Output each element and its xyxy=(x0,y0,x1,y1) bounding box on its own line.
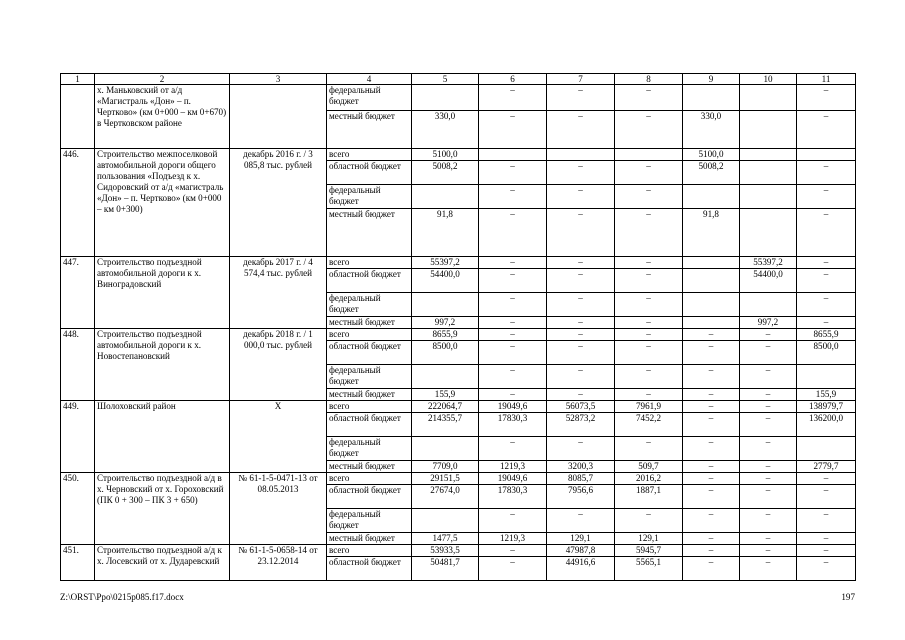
amount-cell xyxy=(740,149,797,161)
amount-cell: – xyxy=(683,389,740,401)
amount-cell: – xyxy=(479,111,547,149)
amount-cell: – xyxy=(683,473,740,485)
item-name: Строительство подъездной а/д в х. Черновский от х. Гороховский (ПК 0 + 300 – ПК 3 + 650) xyxy=(95,473,230,545)
amount-cell: – xyxy=(615,161,683,185)
amount-cell xyxy=(683,185,740,209)
funding-source: всего xyxy=(327,401,412,413)
amount-cell: 129,1 xyxy=(615,533,683,545)
amount-cell: – xyxy=(797,269,856,293)
amount-cell: – xyxy=(740,461,797,473)
amount-cell: – xyxy=(740,557,797,581)
amount-cell: 3200,3 xyxy=(547,461,615,473)
amount-cell: – xyxy=(479,209,547,257)
amount-cell: – xyxy=(547,185,615,209)
amount-cell: 1887,1 xyxy=(615,485,683,509)
amount-cell xyxy=(797,365,856,389)
amount-cell xyxy=(740,85,797,111)
amount-cell xyxy=(740,185,797,209)
amount-cell xyxy=(740,111,797,149)
amount-cell xyxy=(412,293,479,317)
amount-cell: – xyxy=(615,111,683,149)
amount-cell: – xyxy=(683,557,740,581)
amount-cell: – xyxy=(547,293,615,317)
amount-cell: – xyxy=(547,269,615,293)
amount-cell xyxy=(683,257,740,269)
amount-cell: – xyxy=(797,485,856,509)
amount-cell: – xyxy=(615,85,683,111)
amount-cell: – xyxy=(615,257,683,269)
amount-cell xyxy=(740,293,797,317)
amount-cell: 8655,9 xyxy=(797,329,856,341)
amount-cell: 129,1 xyxy=(547,533,615,545)
item-name: х. Маньковский от а/д «Магистраль «Дон» – п. Чертково» (км 0+000 – км 0+670) в Чертковском районе xyxy=(95,85,230,149)
amount-cell: – xyxy=(797,85,856,111)
amount-cell: – xyxy=(797,257,856,269)
funding-source: федеральный бюджет xyxy=(327,185,412,209)
amount-cell: – xyxy=(797,545,856,557)
amount-cell: – xyxy=(683,329,740,341)
amount-cell: 330,0 xyxy=(683,111,740,149)
funding-source: областной бюджет xyxy=(327,557,412,581)
footer-page-number: 197 xyxy=(841,592,855,602)
funding-source: областной бюджет xyxy=(327,341,412,365)
amount-cell: – xyxy=(547,85,615,111)
amount-cell: 91,8 xyxy=(683,209,740,257)
amount-cell: – xyxy=(797,185,856,209)
amount-cell: 55397,2 xyxy=(412,257,479,269)
amount-cell: – xyxy=(479,329,547,341)
amount-cell: – xyxy=(683,437,740,461)
amount-cell: 47987,8 xyxy=(547,545,615,557)
amount-cell xyxy=(412,185,479,209)
amount-cell: – xyxy=(615,293,683,317)
amount-cell: – xyxy=(797,509,856,533)
amount-cell: 27674,0 xyxy=(412,485,479,509)
item-deadline: декабрь 2017 г. / 4 574,4 тыс. рублей xyxy=(230,257,327,329)
amount-cell: – xyxy=(479,545,547,557)
amount-cell: – xyxy=(479,389,547,401)
table-row xyxy=(61,257,856,269)
amount-cell: 7709,0 xyxy=(412,461,479,473)
table-row xyxy=(61,401,856,413)
amount-cell: – xyxy=(797,293,856,317)
amount-cell xyxy=(412,437,479,461)
amount-cell: 8085,7 xyxy=(547,473,615,485)
amount-cell: – xyxy=(479,293,547,317)
table-row xyxy=(61,149,856,161)
amount-cell: – xyxy=(479,557,547,581)
amount-cell: – xyxy=(683,413,740,437)
amount-cell: – xyxy=(740,413,797,437)
funding-source: федеральный бюджет xyxy=(327,85,412,111)
column-number: 6 xyxy=(479,74,547,85)
amount-cell: 17830,3 xyxy=(479,485,547,509)
amount-cell xyxy=(740,209,797,257)
amount-cell: 5565,1 xyxy=(615,557,683,581)
amount-cell: – xyxy=(479,161,547,185)
amount-cell: 54400,0 xyxy=(740,269,797,293)
amount-cell: – xyxy=(797,533,856,545)
item-deadline: Х xyxy=(230,401,327,473)
amount-cell xyxy=(797,437,856,461)
item-number: 448. xyxy=(61,329,95,401)
amount-cell: – xyxy=(797,209,856,257)
item-number: 451. xyxy=(61,545,95,581)
amount-cell: – xyxy=(615,329,683,341)
item-name: Шолоховский район xyxy=(95,401,230,473)
amount-cell: – xyxy=(797,557,856,581)
funding-source: областной бюджет xyxy=(327,161,412,185)
amount-cell: – xyxy=(740,389,797,401)
funding-source: областной бюджет xyxy=(327,413,412,437)
amount-cell: – xyxy=(547,341,615,365)
amount-cell: – xyxy=(740,329,797,341)
amount-cell: 8500,0 xyxy=(797,341,856,365)
amount-cell xyxy=(683,269,740,293)
amount-cell: 155,9 xyxy=(797,389,856,401)
amount-cell: – xyxy=(740,365,797,389)
amount-cell: 7956,6 xyxy=(547,485,615,509)
column-number: 9 xyxy=(683,74,740,85)
amount-cell: – xyxy=(615,509,683,533)
funding-source: федеральный бюджет xyxy=(327,437,412,461)
amount-cell: – xyxy=(740,545,797,557)
amount-cell: – xyxy=(683,485,740,509)
amount-cell: 53933,5 xyxy=(412,545,479,557)
amount-cell: – xyxy=(547,437,615,461)
amount-cell: 1219,3 xyxy=(479,461,547,473)
item-name: Строительство межпоселковой автомобильной дороги общего пользования «Подъезд к х. Сидоровский от а/д «магистраль «Дон» – п. Чертково» (км 0+000 – км 0+300) xyxy=(95,149,230,257)
amount-cell xyxy=(615,149,683,161)
amount-cell: – xyxy=(740,509,797,533)
item-number: 450. xyxy=(61,473,95,545)
item-deadline xyxy=(230,85,327,149)
amount-cell: 52873,2 xyxy=(547,413,615,437)
amount-cell: 1219,3 xyxy=(479,533,547,545)
funding-source: местный бюджет xyxy=(327,461,412,473)
amount-cell: – xyxy=(547,161,615,185)
table-row xyxy=(61,329,856,341)
funding-source: федеральный бюджет xyxy=(327,365,412,389)
amount-cell: 5100,0 xyxy=(683,149,740,161)
amount-cell: – xyxy=(479,269,547,293)
amount-cell: – xyxy=(683,545,740,557)
amount-cell: 7452,2 xyxy=(615,413,683,437)
amount-cell: 2016,2 xyxy=(615,473,683,485)
funding-source: всего xyxy=(327,545,412,557)
funding-source: всего xyxy=(327,149,412,161)
amount-cell: – xyxy=(797,473,856,485)
funding-source: федеральный бюджет xyxy=(327,293,412,317)
amount-cell xyxy=(683,293,740,317)
funding-source: всего xyxy=(327,257,412,269)
item-name: Строительство подъездной автомобильной дороги к х. Новостепановский xyxy=(95,329,230,401)
amount-cell: 997,2 xyxy=(740,317,797,329)
column-number: 3 xyxy=(230,74,327,85)
amount-cell: – xyxy=(547,111,615,149)
column-number: 10 xyxy=(740,74,797,85)
amount-cell: 997,2 xyxy=(412,317,479,329)
amount-cell: 5100,0 xyxy=(412,149,479,161)
amount-cell: 5945,7 xyxy=(615,545,683,557)
budget-table xyxy=(60,73,856,581)
amount-cell: 136200,0 xyxy=(797,413,856,437)
column-number: 2 xyxy=(95,74,230,85)
item-deadline: № 61-1-5-0658-14 от 23.12.2014 xyxy=(230,545,327,581)
amount-cell: – xyxy=(479,257,547,269)
amount-cell: 55397,2 xyxy=(740,257,797,269)
amount-cell: – xyxy=(615,365,683,389)
amount-cell: – xyxy=(683,401,740,413)
column-number: 7 xyxy=(547,74,615,85)
amount-cell: – xyxy=(547,365,615,389)
amount-cell: 5008,2 xyxy=(683,161,740,185)
item-deadline: № 61-1-5-0471-13 от 08.05.2013 xyxy=(230,473,327,545)
amount-cell: – xyxy=(683,341,740,365)
amount-cell: 155,9 xyxy=(412,389,479,401)
amount-cell: – xyxy=(615,185,683,209)
amount-cell: 29151,5 xyxy=(412,473,479,485)
item-name: Строительство подъездной а/д к х. Лосевский от х. Дударевский xyxy=(95,545,230,581)
amount-cell: – xyxy=(615,341,683,365)
amount-cell: – xyxy=(547,509,615,533)
column-number-row xyxy=(61,74,856,85)
item-name: Строительство подъездной автомобильной дороги к х. Виноградовский xyxy=(95,257,230,329)
funding-source: областной бюджет xyxy=(327,269,412,293)
amount-cell: 17830,3 xyxy=(479,413,547,437)
amount-cell xyxy=(683,317,740,329)
amount-cell xyxy=(412,509,479,533)
amount-cell: 19049,6 xyxy=(479,473,547,485)
amount-cell: – xyxy=(479,341,547,365)
amount-cell: 330,0 xyxy=(412,111,479,149)
table-row xyxy=(61,85,856,111)
amount-cell: – xyxy=(615,389,683,401)
amount-cell: 50481,7 xyxy=(412,557,479,581)
amount-cell: – xyxy=(740,401,797,413)
item-deadline: декабрь 2018 г. / 1 000,0 тыс. рублей xyxy=(230,329,327,401)
amount-cell: – xyxy=(797,111,856,149)
amount-cell xyxy=(797,149,856,161)
amount-cell: 91,8 xyxy=(412,209,479,257)
amount-cell xyxy=(547,149,615,161)
item-number: 446. xyxy=(61,149,95,257)
funding-source: местный бюджет xyxy=(327,209,412,257)
amount-cell: 1477,5 xyxy=(412,533,479,545)
funding-source: федеральный бюджет xyxy=(327,509,412,533)
amount-cell: – xyxy=(740,485,797,509)
amount-cell: – xyxy=(683,365,740,389)
funding-source: всего xyxy=(327,329,412,341)
amount-cell: 56073,5 xyxy=(547,401,615,413)
amount-cell: 2779,7 xyxy=(797,461,856,473)
amount-cell: – xyxy=(615,317,683,329)
funding-source: местный бюджет xyxy=(327,111,412,149)
item-number: 449. xyxy=(61,401,95,473)
funding-source: местный бюджет xyxy=(327,317,412,329)
funding-source: местный бюджет xyxy=(327,533,412,545)
amount-cell: 44916,6 xyxy=(547,557,615,581)
footer-file-path: Z:\ORST\Ppo\0215p085.f17.docx xyxy=(60,592,184,602)
amount-cell: – xyxy=(615,437,683,461)
amount-cell: – xyxy=(615,269,683,293)
funding-source: всего xyxy=(327,473,412,485)
amount-cell xyxy=(479,149,547,161)
amount-cell: – xyxy=(683,509,740,533)
table-row xyxy=(61,473,856,485)
amount-cell: – xyxy=(479,509,547,533)
amount-cell: 8655,9 xyxy=(412,329,479,341)
amount-cell: – xyxy=(740,437,797,461)
funding-source: местный бюджет xyxy=(327,389,412,401)
funding-source: областной бюджет xyxy=(327,485,412,509)
amount-cell xyxy=(740,161,797,185)
amount-cell: – xyxy=(479,85,547,111)
amount-cell: 5008,2 xyxy=(412,161,479,185)
amount-cell: – xyxy=(683,461,740,473)
amount-cell: – xyxy=(479,365,547,389)
amount-cell: – xyxy=(740,341,797,365)
amount-cell: 138979,7 xyxy=(797,401,856,413)
amount-cell: 214355,7 xyxy=(412,413,479,437)
amount-cell: – xyxy=(547,257,615,269)
column-number: 4 xyxy=(327,74,412,85)
item-number: 447. xyxy=(61,257,95,329)
amount-cell: – xyxy=(547,389,615,401)
amount-cell: 509,7 xyxy=(615,461,683,473)
table-row xyxy=(61,545,856,557)
column-number: 5 xyxy=(412,74,479,85)
amount-cell: – xyxy=(547,329,615,341)
item-deadline: декабрь 2016 г. / 3 085,8 тыс. рублей xyxy=(230,149,327,257)
column-number: 8 xyxy=(615,74,683,85)
amount-cell: – xyxy=(547,209,615,257)
amount-cell: – xyxy=(740,473,797,485)
amount-cell xyxy=(412,85,479,111)
amount-cell: – xyxy=(797,317,856,329)
amount-cell: 8500,0 xyxy=(412,341,479,365)
amount-cell: 54400,0 xyxy=(412,269,479,293)
amount-cell: – xyxy=(615,209,683,257)
amount-cell: – xyxy=(683,533,740,545)
amount-cell: – xyxy=(479,317,547,329)
amount-cell xyxy=(412,365,479,389)
amount-cell: – xyxy=(740,533,797,545)
amount-cell xyxy=(683,85,740,111)
amount-cell: 222064,7 xyxy=(412,401,479,413)
column-number: 1 xyxy=(61,74,95,85)
item-number xyxy=(61,85,95,149)
column-number: 11 xyxy=(797,74,856,85)
amount-cell: – xyxy=(797,161,856,185)
amount-cell: 7961,9 xyxy=(615,401,683,413)
amount-cell: – xyxy=(479,185,547,209)
amount-cell: 19049,6 xyxy=(479,401,547,413)
amount-cell: – xyxy=(547,317,615,329)
amount-cell: – xyxy=(479,437,547,461)
